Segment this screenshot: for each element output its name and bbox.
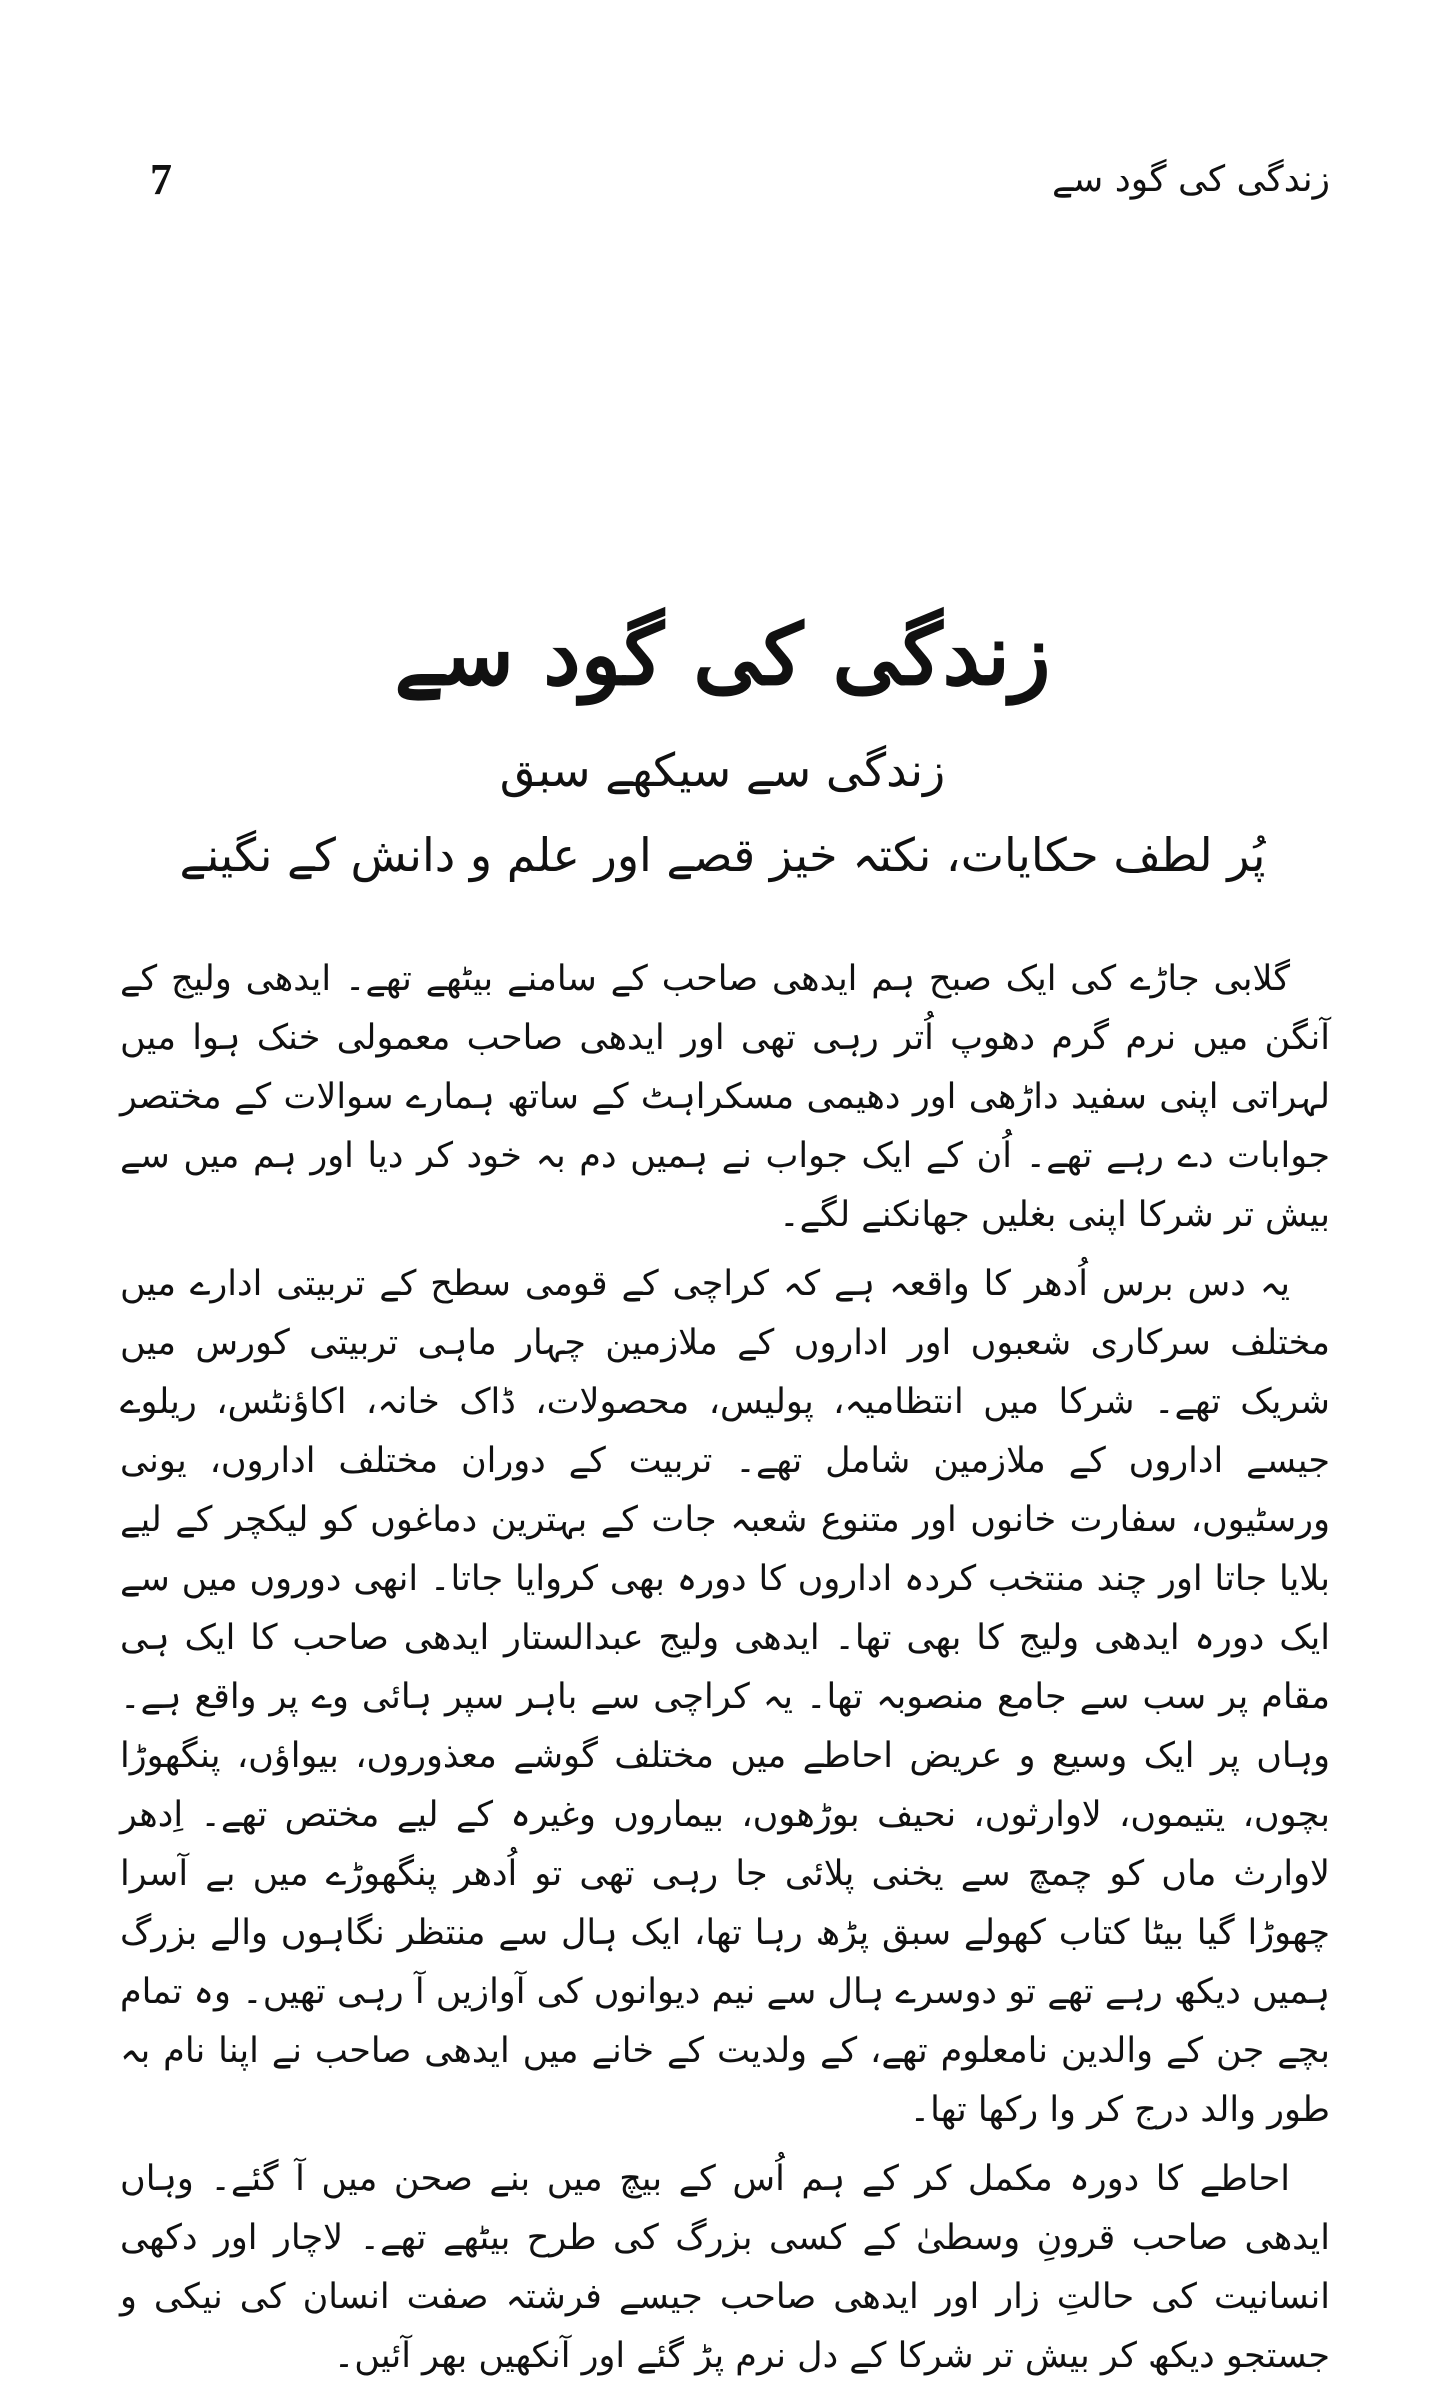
body-text (120, 950, 1330, 2396)
running-title: زندگی کی گود سے (1052, 159, 1330, 200)
page-number: 7 (150, 155, 172, 204)
paragraph: یہ دس برس اُدھر کا واقعہ ہے کہ کراچی کے قومی سطح کے تربیتی ادارے میں مختلف سرکاری شعبوں اور اداروں کے ملازمین چہار ماہی تربیتی کورس میں شریک تھے۔ شرکا میں انتظامیہ، پولیس، محصولات، ڈاک خانہ، اکاؤنٹس، ریلوے جیسے اداروں کے ملازمین شامل تھے۔ تربیت کے دوران مختلف اداروں، یونی ورسٹیوں، سفارت خانوں اور متنوع شعبہ جات کے بہترین دماغوں کو لیکچر کے لیے بلایا جاتا اور چند منتخب کردہ اداروں کا دورہ بھی کروایا جاتا۔ انھی دوروں میں سے ایک دورہ ایدھی ولیج کا بھی تھا۔ ایدھی ولیج عبدالستار ایدھی صاحب کا ایک ہی مقام پر سب سے جامع منصوبہ تھا۔ یہ کراچی سے باہر سپر ہائی وے پر واقع ہے۔ وہاں پر ایک وسیع و عریض احاطے میں مختلف گوشے معذوروں، بیواؤں، پنگھوڑا بچوں، یتیموں، لاوارثوں، نحیف بوڑھوں، بیماروں وغیرہ کے لیے مختص تھے۔ اِدھر لاوارث ماں کو چمچ سے یخنی پلائی جا رہی تھی تو اُدھر پنگھوڑے میں بے آسرا چھوڑا گیا بیٹا کتاب کھولے سبق پڑھ رہا تھا، ایک ہال سے منتظر نگاہوں والے بزرگ ہمیں دیکھ رہے تھے تو دوسرے ہال سے نیم دیوانوں کی آوازیں آ رہی تھیں۔ وہ تمام بچے جن کے والدین نامعلوم تھے، کے ولدیت کے خانے میں ایدھی صاحب نے اپنا نام بہ طور والد درج کر وا رکھا تھا۔ (120, 1264, 1330, 2130)
paragraph: گلابی جاڑے کی ایک صبح ہم ایدھی صاحب کے سامنے بیٹھے تھے۔ ایدھی ولیج کے آنگن میں نرم گرم دھوپ اُتر رہی تھی اور ایدھی صاحب معمولی خنک ہوا میں لہراتی اپنی سفید داڑھی اور دھیمی مسکراہٹ کے ساتھ ہمارے سوالات کے مختصر جوابات دے رہے تھے۔ اُن کے ایک جواب نے ہمیں دم بہ خود کر دیا اور ہم میں سے بیش تر شرکا اپنی بغلیں جھانکنے لگے۔ (120, 959, 1330, 1235)
chapter-tagline: پُر لطف حکایات، نکتہ خیز قصے اور علم و دانش کے نگینے (179, 828, 1266, 882)
paragraph: احاطے کا دورہ مکمل کر کے ہم اُس کے بیچ میں بنے صحن میں آ گئے۔ وہاں ایدھی صاحب قرونِ وسطیٰ کے کسی بزرگ کی طرح بیٹھے تھے۔ لاچار اور دکھی انسانیت کی حالتِ زار اور ایدھی صاحب جیسے فرشتہ صفت انسان کی نیکی و جستجو دیکھ کر بیش تر شرکا کے دل نرم پڑ گئے اور آنکھیں بھر آئیں۔ (120, 2159, 1330, 2376)
running-header (150, 150, 1330, 210)
chapter-subtitle: زندگی سے سیکھے سبق (499, 743, 946, 797)
chapter-title: زندگی کی گود سے (394, 605, 1051, 704)
